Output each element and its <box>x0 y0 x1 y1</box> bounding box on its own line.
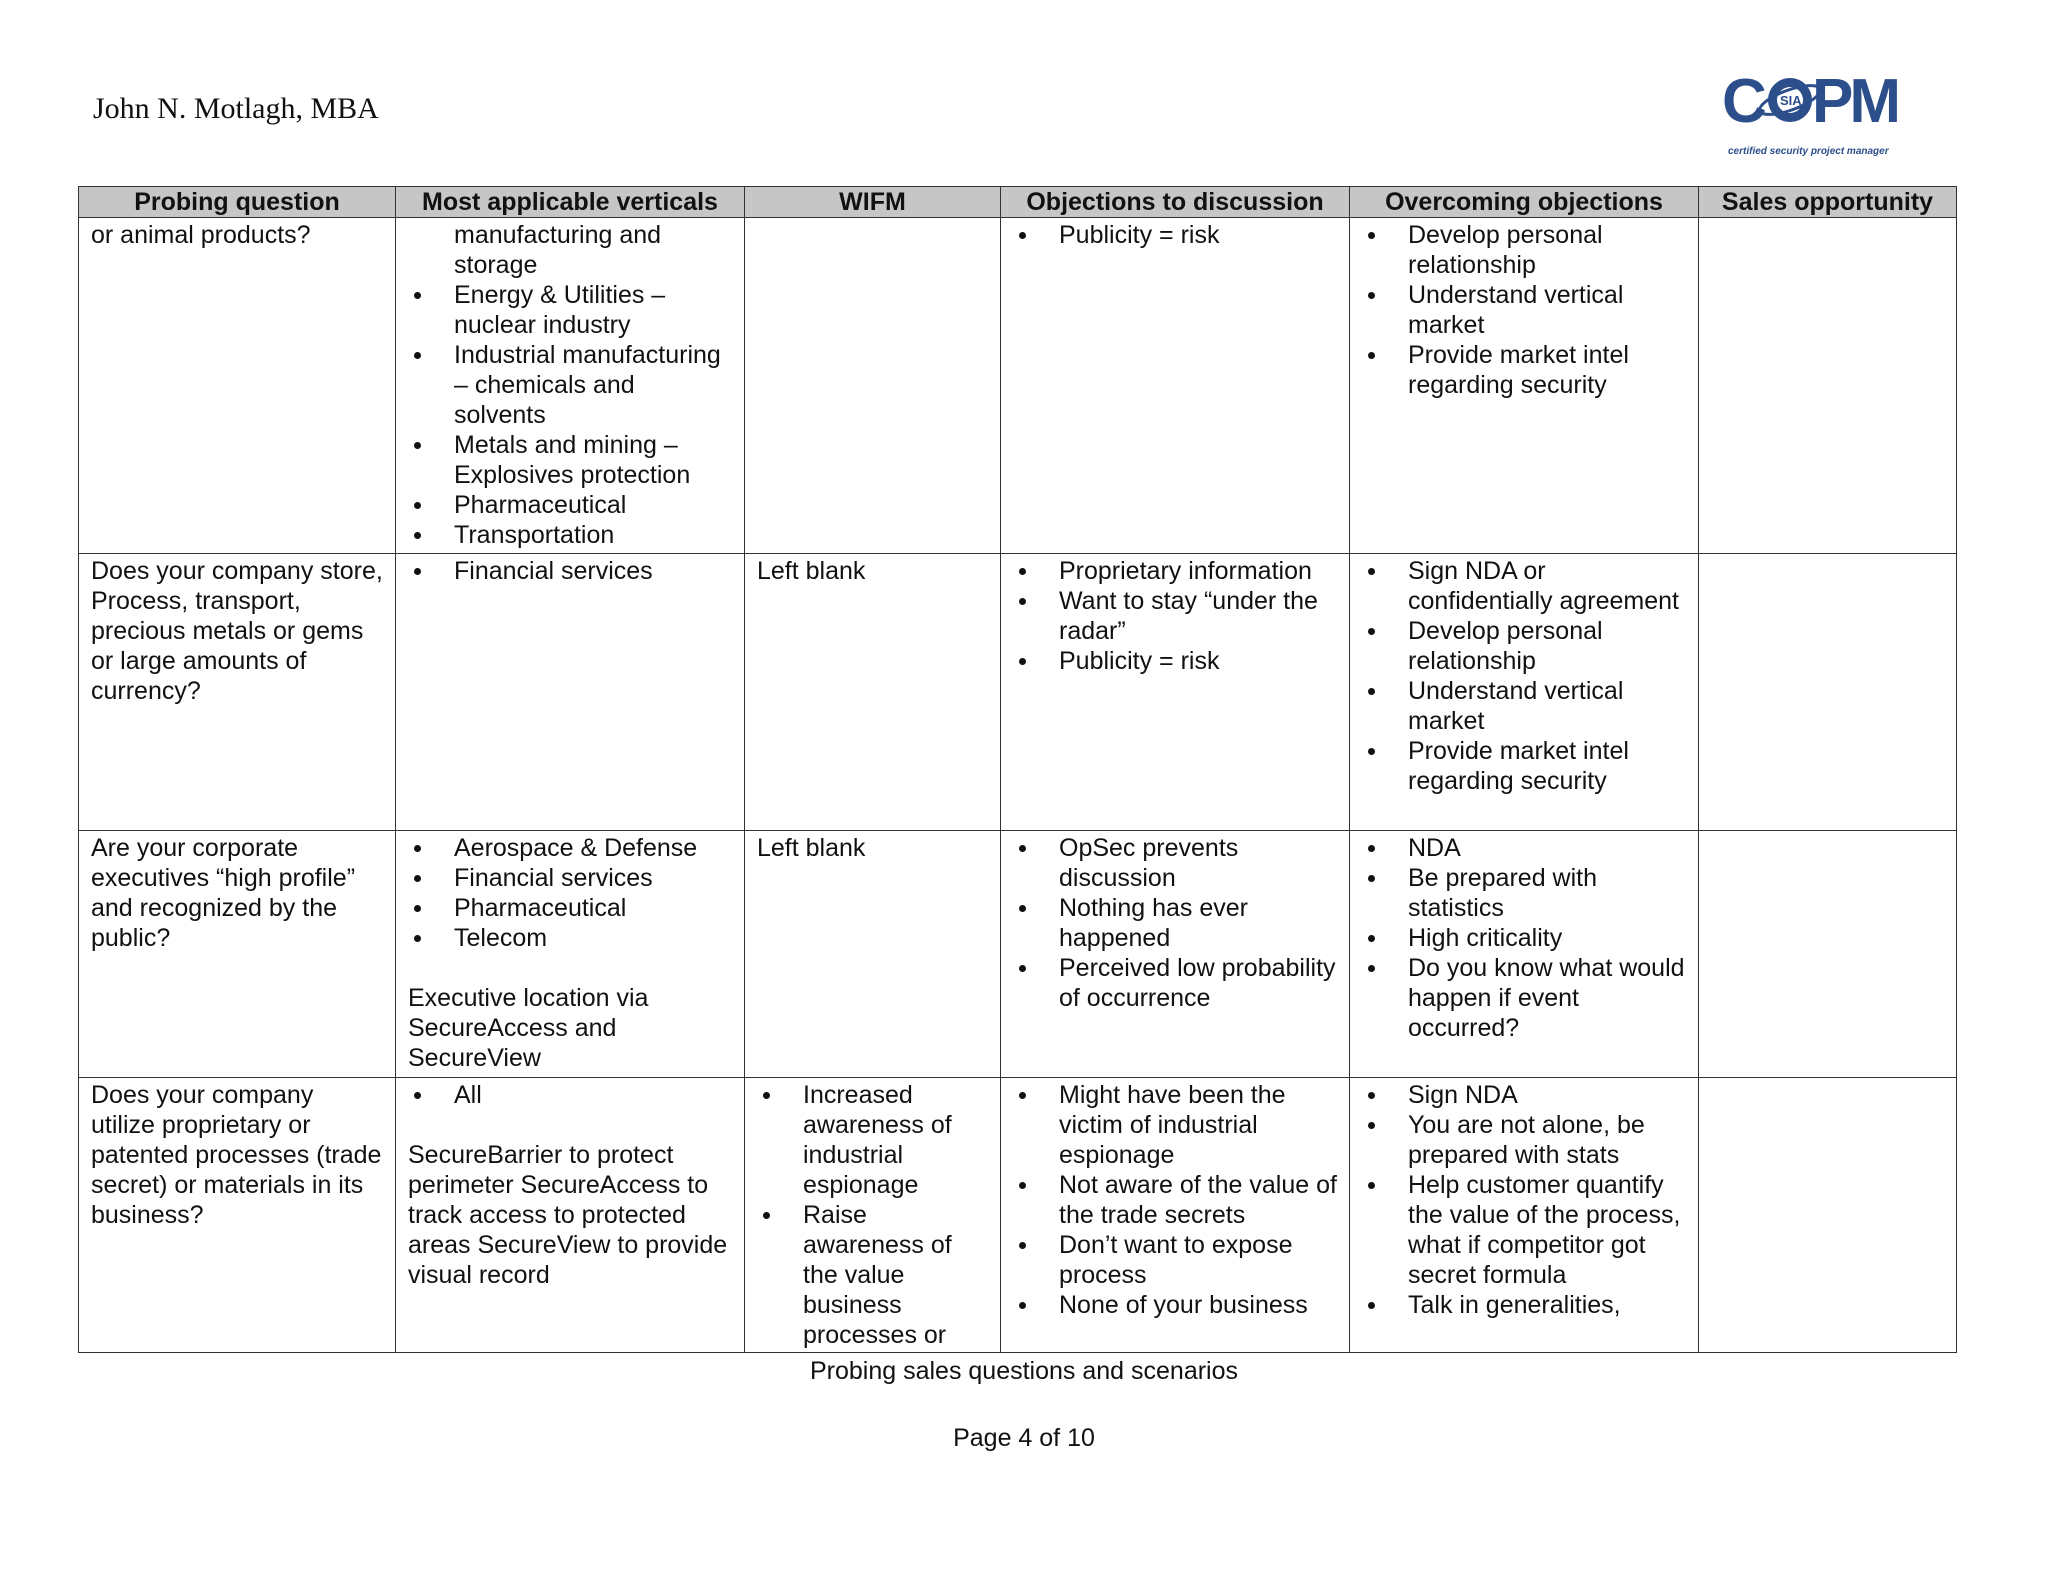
list-item: Transportation <box>408 520 732 550</box>
list-item: Understand vertical market <box>1362 676 1686 736</box>
column-header-sales-opportunity: Sales opportunity <box>1699 187 1957 218</box>
svg-text:SIA: SIA <box>1780 93 1802 108</box>
overcoming-cell <box>1350 831 1699 1078</box>
verticals-cell <box>396 1078 745 1353</box>
list-item: Publicity = risk <box>1013 646 1337 676</box>
list-item: Metals and mining – Explosives protection <box>408 430 732 490</box>
list-item: Financial services <box>408 556 732 586</box>
list-item: Nothing has ever happened <box>1013 893 1337 953</box>
column-header-objections: Objections to discussion <box>1001 187 1350 218</box>
column-header-overcoming: Overcoming objections <box>1350 187 1699 218</box>
column-header-probing-question: Probing question <box>79 187 396 218</box>
question-cell: Does your company utilize proprietary or patented processes (trade secret) or materials in its business? <box>79 1078 396 1353</box>
list-item: Understand vertical market <box>1362 280 1686 340</box>
list-item: Raise awareness of the value business processes or <box>757 1200 988 1350</box>
list-item: Want to stay “under the radar” <box>1013 586 1337 646</box>
verticals-cell <box>396 831 745 1078</box>
page-number: Page 4 of 10 <box>953 1424 1095 1452</box>
list-item: Might have been the victim of industrial espionage <box>1013 1080 1337 1170</box>
list-item: None of your business <box>1013 1290 1337 1320</box>
list-item: Not aware of the value of the trade secrets <box>1013 1170 1337 1230</box>
list-item: Do you know what would happen if event occurred? <box>1362 953 1686 1043</box>
list-item: Publicity = risk <box>1013 220 1337 250</box>
objections-cell <box>1001 554 1350 831</box>
wifm-cell: Left blank <box>745 831 1001 1078</box>
list-item: Pharmaceutical <box>408 893 732 923</box>
list-item: Aerospace & Defense <box>408 833 732 863</box>
verticals-continuation: manufacturing and storage <box>454 221 662 279</box>
list-item: Develop personal relationship <box>1362 220 1686 280</box>
wifm-cell: Left blank <box>745 554 1001 831</box>
list-item: Don’t want to expose process <box>1013 1230 1337 1290</box>
table-caption: Probing sales questions and scenarios <box>809 1357 1239 1385</box>
wifm-cell <box>745 218 1001 554</box>
list-item: Talk in generalities, <box>1362 1290 1686 1320</box>
overcoming-cell <box>1350 554 1699 831</box>
verticals-cell <box>396 218 745 554</box>
table-row <box>79 1078 1957 1353</box>
sales-opportunity-cell <box>1699 831 1957 1078</box>
verticals-note: SecureBarrier to protect perimeter SecureAccess to track access to protected areas SecureView to provide visual record <box>408 1141 728 1289</box>
list-item: You are not alone, be prepared with stats <box>1362 1110 1686 1170</box>
table-row <box>79 554 1957 831</box>
list-item: Be prepared with statistics <box>1362 863 1686 923</box>
list-item: Pharmaceutical <box>408 490 732 520</box>
svg-text:C: C <box>1722 67 1763 136</box>
svg-text:certified security project man: certified security project manager <box>1728 146 1889 157</box>
column-header-wifm: WIFM <box>745 187 1001 218</box>
sales-opportunity-cell <box>1699 218 1957 554</box>
question-cell: or animal products? <box>79 218 396 554</box>
list-item: Financial services <box>408 863 732 893</box>
verticals-note: Executive location via SecureAccess and SecureView <box>408 984 649 1072</box>
overcoming-cell <box>1350 218 1699 554</box>
list-item: All <box>408 1080 732 1110</box>
wifm-cell <box>745 1078 1001 1353</box>
list-item: Sign NDA or confidentially agreement <box>1362 556 1686 616</box>
sales-opportunity-cell <box>1699 1078 1957 1353</box>
table-row <box>79 831 1957 1078</box>
list-item: Provide market intel regarding security <box>1362 736 1686 796</box>
list-item: Industrial manufacturing – chemicals and solvents <box>408 340 732 430</box>
svg-text:PM: PM <box>1812 67 1897 136</box>
list-item: Proprietary information <box>1013 556 1337 586</box>
table-header-row <box>79 187 1957 218</box>
objections-cell <box>1001 218 1350 554</box>
list-item: Sign NDA <box>1362 1080 1686 1110</box>
question-cell: Are your corporate executives “high profile” and recognized by the public? <box>79 831 396 1078</box>
list-item: Help customer quantify the value of the process, what if competitor got secret formula <box>1362 1170 1686 1290</box>
table-row <box>79 218 1957 554</box>
sales-opportunity-cell <box>1699 554 1957 831</box>
list-item: Develop personal relationship <box>1362 616 1686 676</box>
verticals-cell <box>396 554 745 831</box>
list-item: NDA <box>1362 833 1686 863</box>
list-item: Perceived low probability of occurrence <box>1013 953 1337 1013</box>
list-item: OpSec prevents discussion <box>1013 833 1337 893</box>
objections-cell <box>1001 1078 1350 1353</box>
probing-questions-table <box>78 186 1957 1353</box>
objections-cell <box>1001 831 1350 1078</box>
list-item: Provide market intel regarding security <box>1362 340 1686 400</box>
list-item: Energy & Utilities – nuclear industry <box>408 280 732 340</box>
column-header-verticals: Most applicable verticals <box>396 187 745 218</box>
list-item: High criticality <box>1362 923 1686 953</box>
cspm-logo <box>1718 64 1908 162</box>
list-item: Increased awareness of industrial espionage <box>757 1080 988 1200</box>
overcoming-cell <box>1350 1078 1699 1353</box>
list-item: Telecom <box>408 923 732 953</box>
question-cell: Does your company store, Process, transport, precious metals or gems or large amounts of currency? <box>79 554 396 831</box>
author-name: John N. Motlagh, MBA <box>93 92 379 125</box>
